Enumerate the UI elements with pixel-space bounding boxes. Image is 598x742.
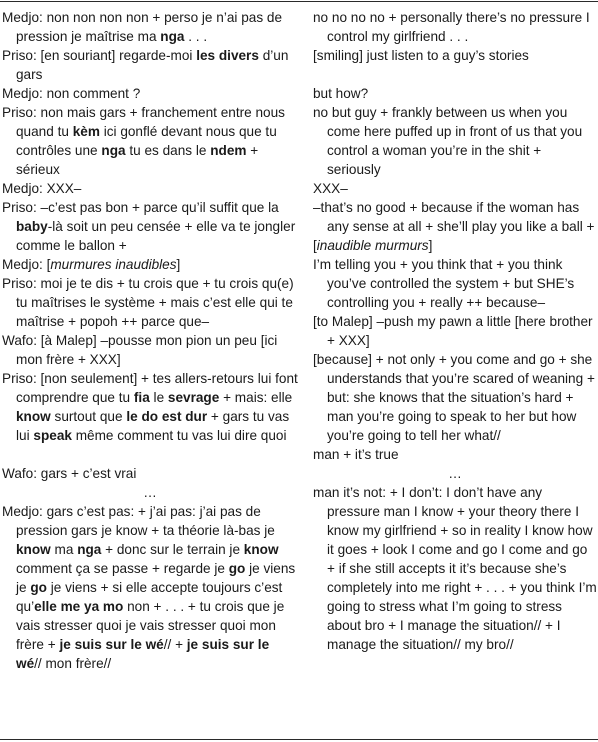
french-line — [2, 464, 298, 483]
french-line — [2, 502, 298, 673]
english-translation-column — [313, 8, 597, 654]
english-line — [313, 198, 597, 236]
text-segment: Wafo: gars + c’est vrai — [2, 466, 137, 481]
text-segment: Priso: moi je te dis + tu crois que + tu crois qu(e) tu maîtrises le système + mais c’est elle qui te maîtrise + popoh ++ parce que– — [2, 276, 294, 329]
bold-term: je suis sur le wé — [16, 637, 270, 671]
text-segment: ici gonflé devant nous que tu contrôles une — [16, 124, 277, 158]
english-line — [313, 179, 597, 198]
bold-term: nga — [160, 29, 185, 44]
bold-term: nga — [77, 542, 102, 557]
french-line — [2, 46, 298, 84]
text-segment: XXX– — [313, 181, 348, 196]
bold-term: know — [16, 542, 51, 557]
bold-term: know — [243, 542, 279, 557]
english-line — [313, 483, 597, 654]
italic-note: murmures inaudibles — [50, 257, 177, 272]
text-segment: Medjo: non non non non + perso je n’ai pas de pression je maîtrise ma — [2, 10, 283, 44]
english-line — [313, 350, 597, 445]
text-segment: Medjo: XXX– — [2, 181, 82, 196]
french-line — [2, 369, 298, 445]
text-segment: [ — [313, 238, 317, 253]
text-segment: + gars tu vas lui — [16, 409, 290, 443]
text-segment: no but guy + frankly between us when you come here puffed up in front of us that you control a woman you’re in the shit + seriously — [313, 105, 583, 177]
text-segment: // + — [163, 637, 187, 652]
text-segment: d’un gars — [16, 48, 289, 82]
text-segment: man + it’s true — [313, 447, 399, 462]
text-segment: le — [149, 390, 168, 405]
text-segment: je viens + si elle accepte toujours c’est qu’ — [16, 580, 283, 614]
bold-term: kèm — [72, 124, 100, 139]
text-segment: Medjo: [ — [2, 257, 51, 272]
text-segment: ma — [50, 542, 78, 557]
text-segment: no no no no + personally there’s no pressure I control my girlfriend . . . — [313, 10, 590, 44]
text-segment: I’m telling you + you think that + you think you’ve controlled the system + but SHE’s controlling you + really ++ because– — [313, 257, 575, 310]
french-transcript-column — [2, 8, 298, 673]
bold-term: elle me ya mo — [34, 599, 124, 614]
french-line — [2, 274, 298, 331]
text-segment: Wafo: [à Malep] –pousse mon pion un peu [ici mon frère + XXX] — [2, 333, 278, 367]
english-line — [313, 445, 597, 464]
bold-term: know — [16, 409, 51, 424]
english-line — [313, 46, 597, 65]
italic-note: inaudible murmurs — [316, 238, 429, 253]
text-segment: Priso: [non seulement] + tes allers-retours lui font comprendre que tu — [2, 371, 298, 405]
text-segment: tu es dans le — [125, 143, 211, 158]
text-segment: surtout que — [50, 409, 127, 424]
text-segment: Medjo: gars c’est pas: + j’ai pas: j’ai pas de pression gars je know + ta théorie là-bas je — [2, 504, 275, 538]
text-segment: [smiling] just listen to a guy’s stories — [313, 48, 529, 63]
top-rule — [0, 1, 598, 2]
english-line — [313, 312, 597, 350]
bottom-rule — [0, 739, 598, 740]
bold-term: je suis sur le wé — [59, 637, 164, 652]
text-segment: + mais: elle — [219, 390, 293, 405]
french-line — [2, 8, 298, 46]
bold-term: go — [30, 580, 47, 595]
text-segment: non + . . . + tu crois que je vais stresser quoi je vais stresser quoi mon frère + — [16, 599, 285, 652]
english-line — [313, 8, 597, 46]
bold-term: speak — [33, 428, 72, 443]
bold-term: sevrage — [167, 390, 220, 405]
english-line — [313, 103, 597, 179]
french-line — [2, 103, 298, 179]
text-segment: Priso: [en souriant] regarde-moi — [2, 48, 197, 63]
text-segment: Medjo: non comment ? — [2, 86, 141, 101]
text-segment: Priso: non mais gars + franchement entre nous quand tu — [2, 105, 285, 139]
french-line — [2, 198, 298, 255]
bold-term: ndem — [210, 143, 247, 158]
text-segment: // mon frère// — [34, 656, 112, 671]
row-gap — [2, 445, 298, 464]
text-segment: ] — [428, 238, 433, 253]
text-segment: [because] + not only + you come and go + she understands that you’re scared of weaning + but: she knows that the situation’s hard + man you’re going to speak to her but how you’re going to tell her what// — [313, 352, 595, 443]
bold-term: fia — [133, 390, 150, 405]
bold-term: go — [228, 561, 246, 576]
row-gap — [313, 65, 597, 84]
french-line — [2, 179, 298, 198]
text-segment: Priso: –c’est pas bon + parce qu’il suffit que la — [2, 200, 279, 215]
ellipsis-separator: … — [448, 466, 462, 481]
text-segment: man it’s not: + I don’t: I don’t have any pressure man I know + your theory there I know my girlfriend + so in reality I know how it goes + look I come and go I come and go + if she still accepts it it’s because she’s completely into me right + . . . + you think I’m going to stress what I’m going to stress about bro + I manage the situation// + I manage the situation// my bro// — [313, 485, 597, 652]
bold-term: nga — [101, 143, 126, 158]
french-line — [2, 331, 298, 369]
text-segment: . . . — [184, 29, 208, 44]
english-line — [313, 84, 597, 103]
text-segment: comment ça se passe + regarde je — [16, 561, 229, 576]
bold-term: le do est dur — [126, 409, 208, 424]
french-line — [2, 84, 298, 103]
french-line — [2, 255, 298, 274]
text-segment: ] — [176, 257, 181, 272]
english-line — [313, 236, 597, 255]
text-segment: + sérieux — [16, 143, 259, 177]
text-segment: but how? — [313, 86, 369, 101]
text-segment: -là soit un peu censée + elle va te jongler comme le ballon + — [16, 219, 296, 253]
ellipsis-separator: … — [143, 485, 157, 500]
text-segment: je viens je — [16, 561, 296, 595]
text-segment: [to Malep] –push my pawn a little [here brother + XXX] — [313, 314, 593, 348]
text-segment: + donc sur le terrain je — [101, 542, 244, 557]
english-line — [313, 255, 597, 312]
bold-term: baby — [16, 219, 48, 234]
text-segment: même comment tu vas lui dire quoi — [71, 428, 287, 443]
text-segment: –that’s no good + because if the woman has any sense at all + she’ll play you like a ball + — [313, 200, 595, 234]
bold-term: les divers — [196, 48, 259, 63]
